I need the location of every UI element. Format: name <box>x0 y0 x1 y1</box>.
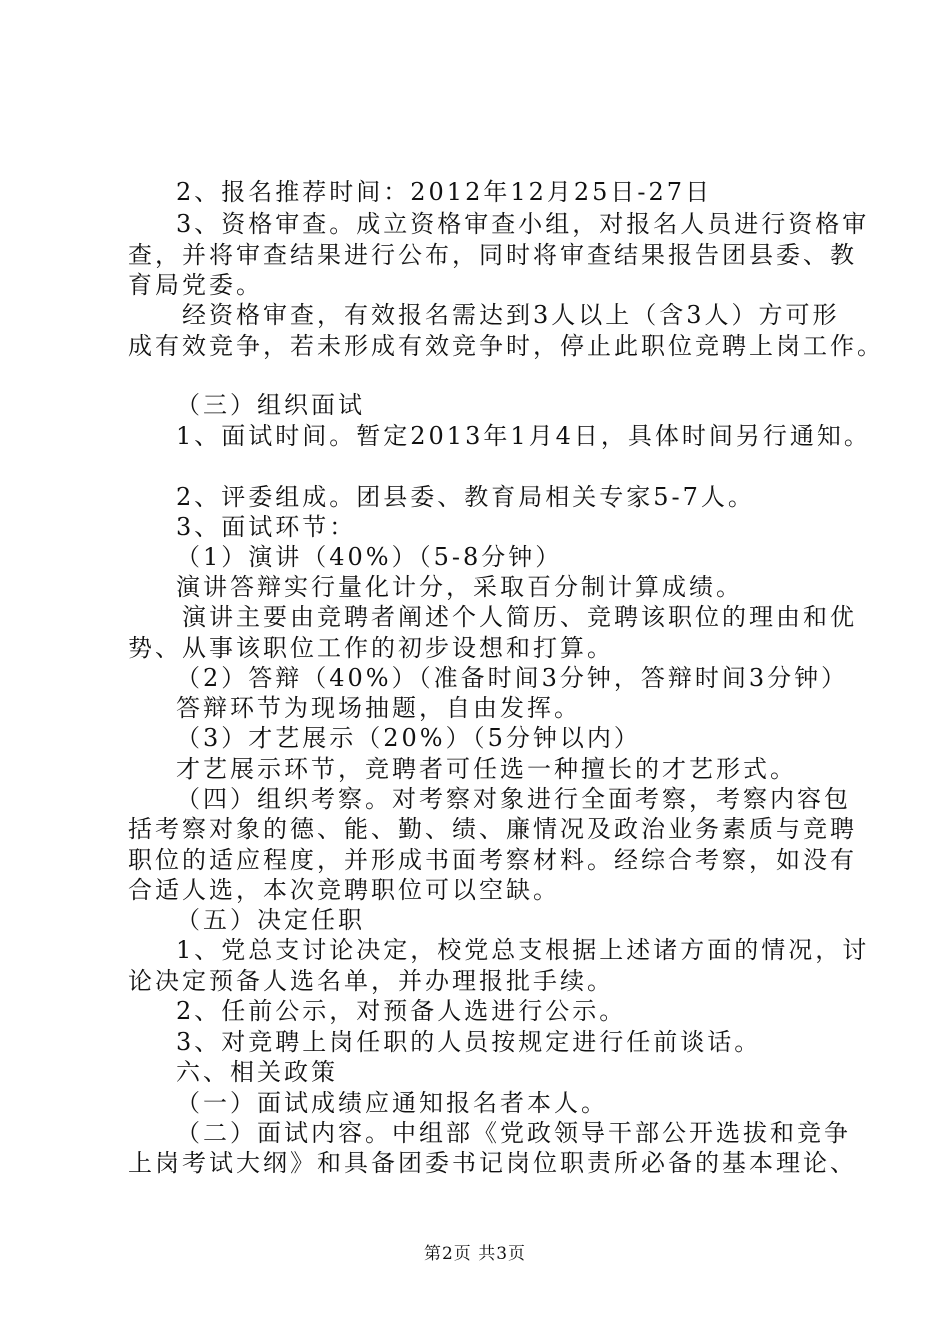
paragraph-line: 3、资格审查。成立资格审查小组，对报名人员进行资格审 <box>176 210 870 238</box>
paragraph-line: 演讲主要由竞聘者阐述个人简历、竞聘该职位的理由和优 <box>182 603 857 631</box>
section-heading: 六、相关政策 <box>176 1058 338 1086</box>
paragraph-line: 括考察对象的德、能、勤、绩、廉情况及政治业务素质与竞聘 <box>128 815 857 843</box>
paragraph-line: （1）演讲（40%）（5-8分钟） <box>176 543 563 571</box>
paragraph-line: （2）答辩（40%）（准备时间3分钟，答辩时间3分钟） <box>176 664 849 692</box>
paragraph-line: （一）面试成绩应通知报名者本人。 <box>176 1089 608 1117</box>
paragraph-line: 1、面试时间。暂定2013年1月4日，具体时间另行通知。 <box>176 422 871 450</box>
paragraph-line: 成有效竞争，若未形成有效竞争时，停止此职位竞聘上岗工作。 <box>128 332 884 360</box>
page-number-footer: 第2页 共3页 <box>423 1244 527 1264</box>
paragraph-line: 才艺展示环节，竞聘者可任选一种擅长的才艺形式。 <box>176 755 797 783</box>
paragraph-line: （四）组织考察。对考察对象进行全面考察，考察内容包 <box>176 785 851 813</box>
paragraph-line: 答辩环节为现场抽题，自由发挥。 <box>176 694 581 722</box>
paragraph-line: 经资格审查，有效报名需达到3人以上（含3人）方可形 <box>182 301 840 329</box>
paragraph-line: 职位的适应程度，并形成书面考察材料。经综合考察，如没有 <box>128 846 857 874</box>
paragraph-line: 3、对竞聘上岗任职的人员按规定进行任前谈话。 <box>176 1028 762 1056</box>
paragraph-line: 2、任前公示，对预备人选进行公示。 <box>176 997 627 1025</box>
paragraph-line: 上岗考试大纲》和具备团委书记岗位职责所必备的基本理论、 <box>128 1149 857 1177</box>
paragraph-line: 育局党委。 <box>128 271 263 299</box>
paragraph-line: 合适人选，本次竞聘职位可以空缺。 <box>128 876 560 904</box>
paragraph-line: （3）才艺展示（20%）（5分钟以内） <box>176 724 641 752</box>
paragraph-line: 演讲答辩实行量化计分，采取百分制计算成绩。 <box>176 573 743 601</box>
paragraph-line: 1、党总支讨论决定，校党总支根据上述诸方面的情况，讨 <box>176 936 870 964</box>
section-heading: （五）决定任职 <box>176 906 365 934</box>
paragraph-line: 查，并将审查结果进行公布，同时将审查结果报告团县委、教 <box>128 241 857 269</box>
paragraph-line: 势、从事该职位工作的初步设想和打算。 <box>128 634 614 662</box>
paragraph-line: 2、报名推荐时间：2012年12月25日-27日 <box>176 178 713 206</box>
paragraph-line: （二）面试内容。中组部《党政领导干部公开选拔和竞争 <box>176 1119 851 1147</box>
section-heading: （三）组织面试 <box>176 391 365 419</box>
paragraph-line: 论决定预备人选名单，并办理报批手续。 <box>128 967 614 995</box>
paragraph-line: 2、评委组成。团县委、教育局相关专家5-7人。 <box>176 483 755 511</box>
paragraph-line: 3、面试环节： <box>176 513 357 541</box>
